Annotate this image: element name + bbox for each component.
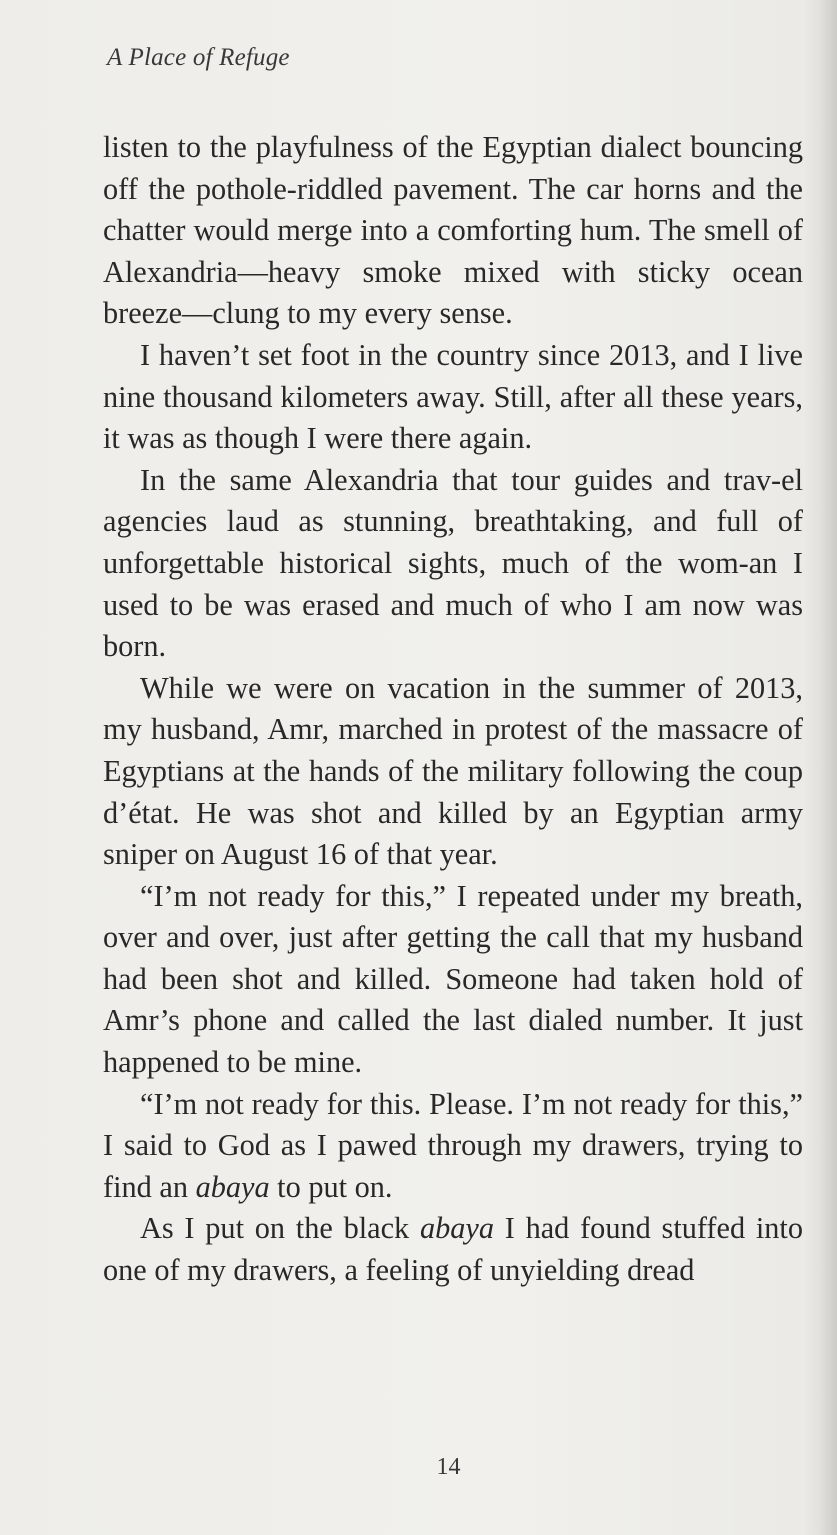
italic-term: abaya [419, 1211, 494, 1246]
paragraph-6: “I’m not ready for this. Please. I’m not ready for this,” I said to God as I pawed through my drawers, trying to find an abaya to put on. [103, 1086, 803, 1204]
paragraph-7: As I put on the black abaya I had found stuffed into one of my drawers, a feeling of unyielding dread [103, 1211, 803, 1288]
paragraph-4: While we were on vacation in the summer of 2013, my husband, Amr, marched in protest of the massacre of Egyptians at the hands of the military following the coup d’état. He was shot and killed by an Egyptian army sniper on August 16 of that year. [103, 670, 803, 872]
body-text [103, 127, 803, 1292]
italic-term: abaya [195, 1169, 270, 1204]
running-head: A Place of Refuge [107, 44, 290, 71]
paragraph-1: listen to the playfulness of the Egyptian dialect bouncing off the pothole-riddled pavement. The car horns and the chatter would merge into a comforting hum. The smell of Alexandria—heavy smoke mixed with sticky ocean breeze—clung to my every sense. [103, 130, 803, 331]
paragraph-2: I haven’t set foot in the country since 2013, and I live nine thousand kilometers away. Still, after all these years, it was as though I were there again. [103, 337, 803, 456]
paragraph-3: In the same Alexandria that tour guides and trav-el agencies laud as stunning, breathtaking, and full of unforgettable historical sights, much of the wom-an I used to be was erased and much of who I am now was born. [103, 462, 803, 664]
page-number: 14 [436, 1454, 461, 1480]
page-gutter-shadow [819, 0, 837, 1535]
paragraph-5: “I’m not ready for this,” I repeated under my breath, over and over, just after getting the call that my husband had been shot and killed. Someone had taken hold of Amr’s phone and called the last dialed number. It just happened to be mine. [103, 878, 803, 1080]
